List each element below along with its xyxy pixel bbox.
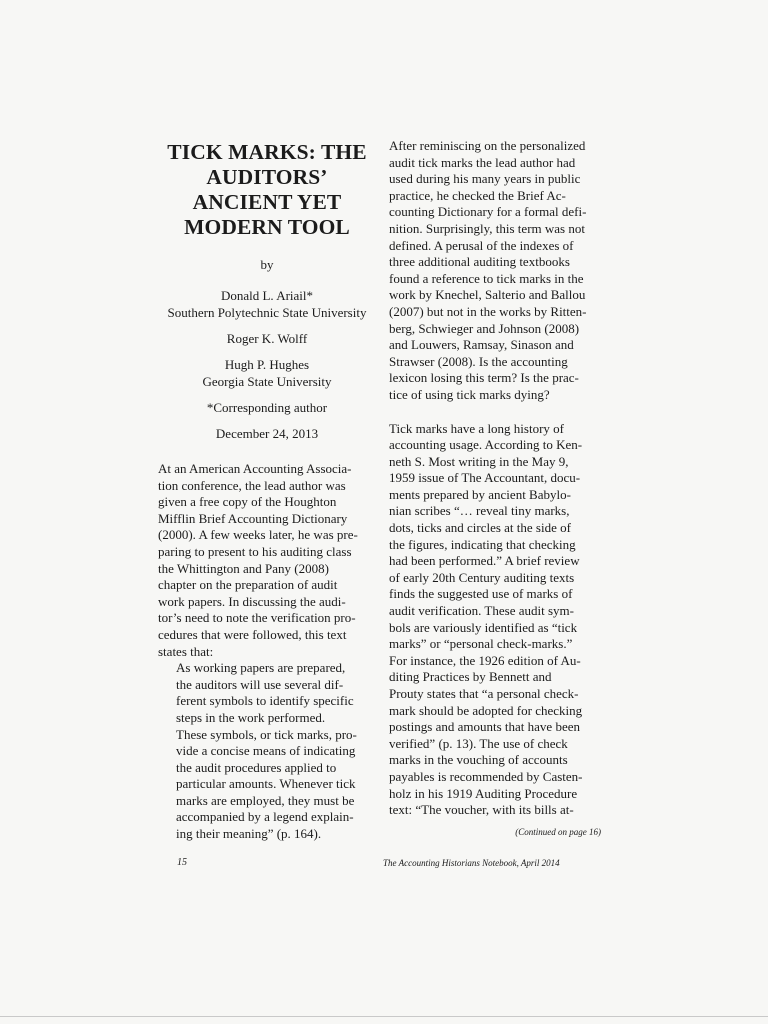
title-line: MODERN TOOL — [184, 215, 350, 239]
text-line: nition. Surprisingly, this term was not — [389, 220, 585, 236]
text-line: of early 20th Century auditing texts — [389, 569, 575, 585]
text-line: the figures, indicating that checking — [389, 536, 576, 552]
text-line: accompanied by a legend explain- — [176, 809, 354, 825]
text-line: defined. A perusal of the indexes of — [389, 237, 574, 253]
text-line: cedures that were followed, this text — [158, 626, 347, 642]
text-line: marks in the vouching of accounts — [389, 752, 568, 768]
author-3 — [158, 356, 376, 390]
text-line: Prouty states that “a personal check- — [389, 686, 579, 701]
text-line: had been performed.” A brief review — [389, 553, 580, 569]
title-line: AUDITORS’ — [206, 165, 328, 189]
author-affiliation: Southern Polytechnic State University — [167, 305, 367, 320]
reminiscing-paragraph — [389, 138, 603, 404]
text-line: At an American Accounting Associa- — [158, 461, 352, 476]
text-line: and Louwers, Ramsay, Sinason and — [389, 337, 574, 353]
text-line: After reminiscing on the personalized — [389, 138, 586, 153]
byline: by — [260, 257, 274, 272]
text-line: dots, ticks and circles at the side of — [389, 520, 571, 536]
text-line: For instance, the 1926 edition of Au- — [389, 652, 581, 668]
text-line: Strawser (2008). Is the accounting — [389, 353, 568, 369]
text-line: (2007) but not in the works by Ritten- — [389, 303, 587, 319]
text-line: bols are variously identified as “tick — [389, 619, 578, 635]
text-line: three additional auditing textbooks — [389, 254, 570, 270]
text-line: the auditors will use several dif- — [176, 676, 344, 692]
text-line: paring to present to his auditing class — [158, 543, 352, 559]
text-line: the Whittington and Pany (2008) — [158, 560, 329, 576]
text-line: 1959 issue of The Accountant, docu- — [389, 470, 581, 486]
text-line: chapter on the preparation of audit — [158, 577, 338, 593]
text-line: As working papers are prepared, — [176, 660, 346, 676]
text-line: berg, Schwieger and Johnson (2008) — [389, 320, 580, 336]
text-line: nian scribes “… reveal tiny marks, — [389, 503, 570, 519]
text-line: found a reference to tick marks in the — [389, 270, 584, 286]
article-date: December 24, 2013 — [215, 426, 319, 441]
author-name: Donald L. Ariail* — [220, 288, 314, 303]
page-number: 15 — [177, 857, 187, 868]
text-line: ing their meaning” (p. 164). — [176, 826, 322, 842]
publication-footer: The Accounting Historians Notebook, April 2014 — [383, 858, 560, 868]
author-name: Roger K. Wolff — [226, 331, 308, 346]
corresponding-author-note: *Corresponding author — [206, 400, 328, 415]
text-line: text: “The voucher, with its bills at- — [389, 802, 574, 818]
text-line: mark should be adopted for checking — [389, 702, 583, 718]
text-line: Tick marks have a long history of — [389, 420, 564, 436]
text-line: (2000). A few weeks later, he was pre- — [158, 527, 358, 543]
text-line: accounting usage. According to Ken- — [389, 437, 583, 453]
article-title — [158, 140, 376, 240]
continued-note: (Continued on page 16) — [515, 826, 601, 837]
text-line: audit tick marks the lead author had — [389, 154, 576, 170]
author-name: Hugh P. Hughes — [224, 357, 310, 372]
title-line: ANCIENT YET — [192, 190, 342, 214]
text-line: states that: — [158, 643, 214, 659]
text-line: ments prepared by ancient Babylo- — [389, 486, 571, 502]
text-line: particular amounts. Whenever tick — [176, 776, 356, 792]
left-column — [158, 140, 376, 843]
text-line: work by Knechel, Salterio and Ballou — [389, 287, 586, 303]
text-line: used during his many years in public — [389, 171, 581, 187]
text-line: marks are employed, they must be — [176, 792, 355, 808]
text-line: tice of using tick marks dying? — [389, 386, 550, 402]
intro-paragraph — [158, 461, 376, 660]
text-line: Mifflin Brief Accounting Dictionary — [158, 510, 348, 526]
author-2 — [158, 330, 376, 347]
right-column — [389, 138, 603, 837]
text-line: lexicon losing this term? Is the prac- — [389, 370, 579, 386]
title-line: TICK MARKS: THE — [167, 140, 367, 164]
history-paragraph — [389, 421, 603, 819]
text-line: vide a concise means of indicating — [176, 743, 356, 759]
author-affiliation: Georgia State University — [202, 374, 332, 389]
text-line: finds the suggested use of marks of — [389, 586, 573, 602]
text-line: the audit procedures applied to — [176, 759, 337, 775]
text-line: ferent symbols to identify specific — [176, 693, 354, 709]
text-line: audit verification. These audit sym- — [389, 603, 574, 619]
text-line: payables is recommended by Casten- — [389, 768, 583, 784]
text-line: tor’s need to note the verification pro- — [158, 610, 356, 626]
text-line: tion conference, the lead author was — [158, 477, 346, 493]
bottom-edge-rule — [0, 1016, 768, 1017]
text-line: verified” (p. 13). The use of check — [389, 735, 568, 751]
text-line: neth S. Most writing in the May 9, — [389, 453, 569, 469]
text-line: steps in the work performed. — [176, 709, 326, 725]
text-line: given a free copy of the Houghton — [158, 494, 337, 510]
text-line: work papers. In discussing the audi- — [158, 593, 346, 609]
block-quote — [176, 660, 376, 843]
text-line: These symbols, or tick marks, pro- — [176, 726, 357, 742]
author-1 — [158, 287, 376, 321]
text-line: postings and amounts that have been — [389, 719, 580, 735]
text-line: counting Dictionary for a formal defi- — [389, 204, 587, 220]
text-line: marks” or “personal check-marks.” — [389, 636, 573, 652]
text-line: holz in his 1919 Auditing Procedure — [389, 785, 578, 801]
text-line: diting Practices by Bennett and — [389, 669, 552, 685]
text-line: practice, he checked the Brief Ac- — [389, 187, 566, 203]
